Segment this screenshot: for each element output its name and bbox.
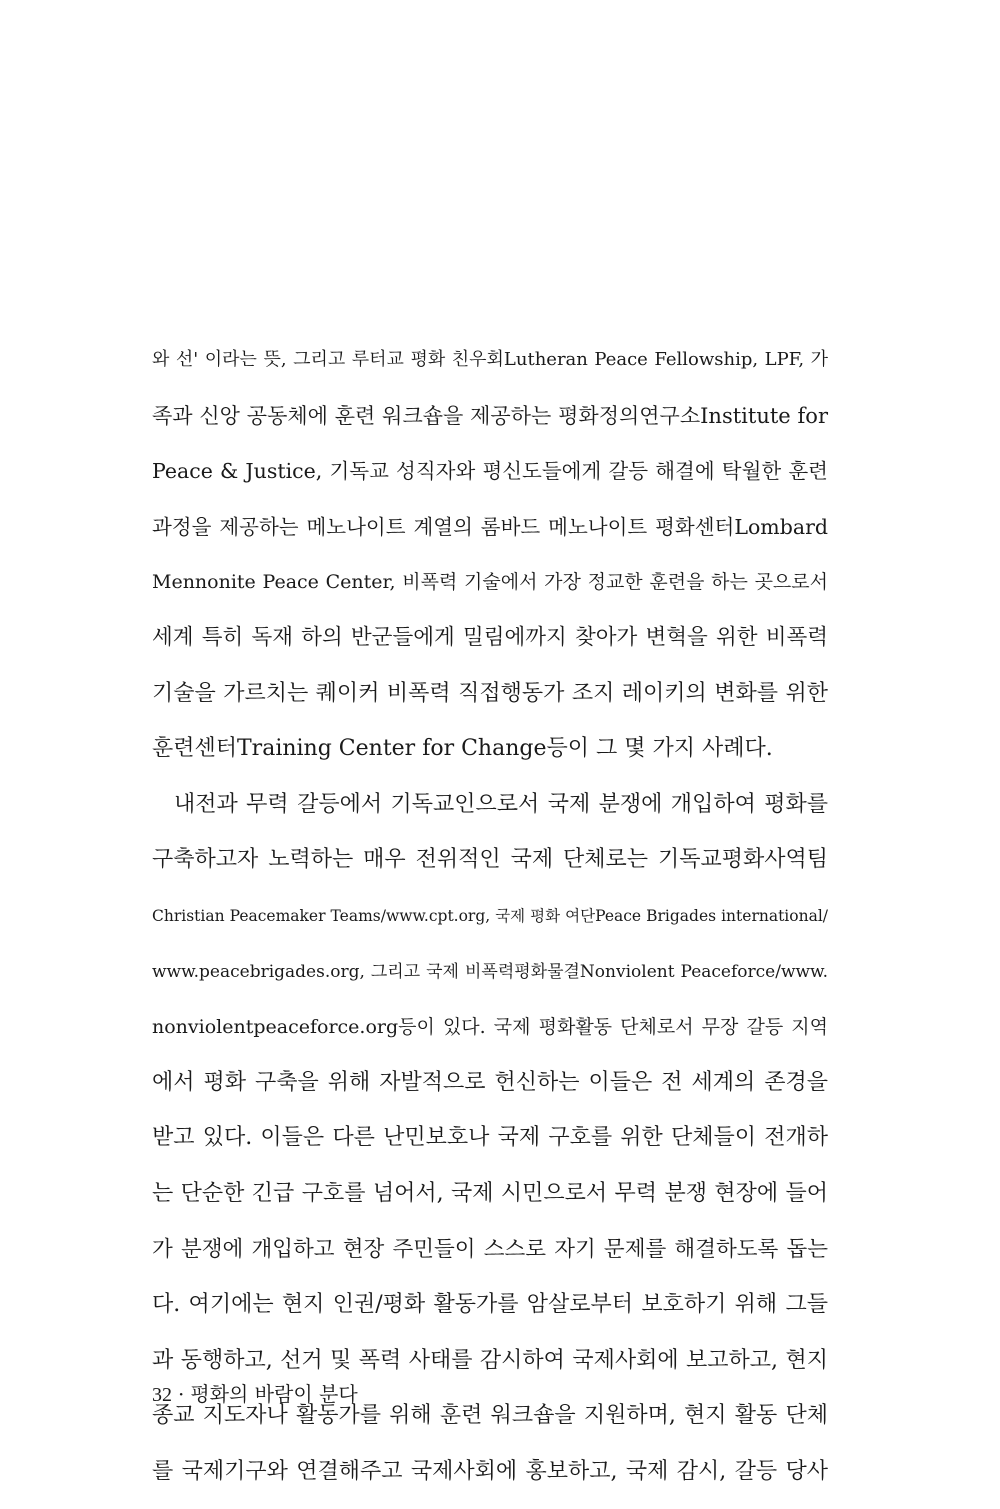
footer-separator: · [178,1382,185,1406]
text-line: 를 국제기구와 연결해주고 국제사회에 홍보하고, 국제 감시, 갈등 당사 [152,1458,828,1484]
text-line: 구축하고자 노력하는 매우 전위적인 국제 단체로는 기독교평화사역팀 [152,847,828,873]
body-text [152,342,828,1509]
text-line: Mennonite Peace Center, 비폭력 기술에서 가장 정교한 훈련을 하는 곳으로서 [152,571,828,594]
text-line: 가 분쟁에 개입하고 현장 주민들이 스스로 자기 문제를 해결하도록 돕는 [152,1236,828,1262]
text-line: 는 단순한 긴급 구호를 넘어서, 국제 시민으로서 무력 분쟁 현장에 들어 [152,1180,828,1206]
text-line: Christian Peacemaker Teams/www.cpt.org, 국제 평화 여단Peace Brigades international/ [152,906,828,925]
text-line: Peace & Justice, 기독교 성직자와 평신도들에게 갈등 해결에 탁월한 훈련 [152,459,828,484]
text-line: 종교 지도자나 활동가를 위해 훈련 워크숍을 지원하며, 현지 활동 단체 [152,1403,828,1429]
text-line: 받고 있다. 이들은 다른 난민보호나 국제 구호를 위한 단체들이 전개하 [152,1125,828,1151]
text-line: 과 동행하고, 선거 및 폭력 사태를 감시하여 국제사회에 보고하고, 현지 [152,1347,828,1373]
text-line: 에서 평화 구축을 위해 자발적으로 헌신하는 이들은 전 세계의 존경을 [152,1069,828,1095]
page-number: 32 [152,1384,172,1406]
text-line: 내전과 무력 갈등에서 기독교인으로서 국제 분쟁에 개입하여 평화를 [174,791,828,817]
text-line: nonviolentpeaceforce.org등이 있다. 국제 평화활동 단체로서 무장 갈등 지역 [152,1016,828,1039]
text-line: www.peacebrigades.org, 그리고 국제 비폭력평화물결Nonviolent Peaceforce/www. [152,961,828,982]
text-line: 과정을 제공하는 메노나이트 계열의 롬바드 메노나이트 평화센터Lombard [152,514,828,539]
text-line: 다. 여기에는 현지 인권/평화 활동가를 암살로부터 보호하기 위해 그들 [152,1292,828,1318]
book-title: 평화의 바람이 분다 [190,1382,358,1406]
text-line: 훈련센터Training Center for Change등이 그 몇 가지 사례다. [152,736,773,762]
text-line: 기술을 가르치는 퀘이커 비폭력 직접행동가 조지 레이키의 변화를 위한 [152,680,828,706]
text-line: 세계 특히 독재 하의 반군들에게 밀림에까지 찾아가 변혁을 위한 비폭력 [152,624,828,650]
text-line: 와 선' 이라는 뜻, 그리고 루터교 평화 친우회Lutheran Peace Fellowship, LPF, 가 [152,349,828,370]
page-footer [152,1378,358,1407]
text-line: 족과 신앙 공동체에 훈련 워크숍을 제공하는 평화정의연구소Institute for [152,403,828,428]
